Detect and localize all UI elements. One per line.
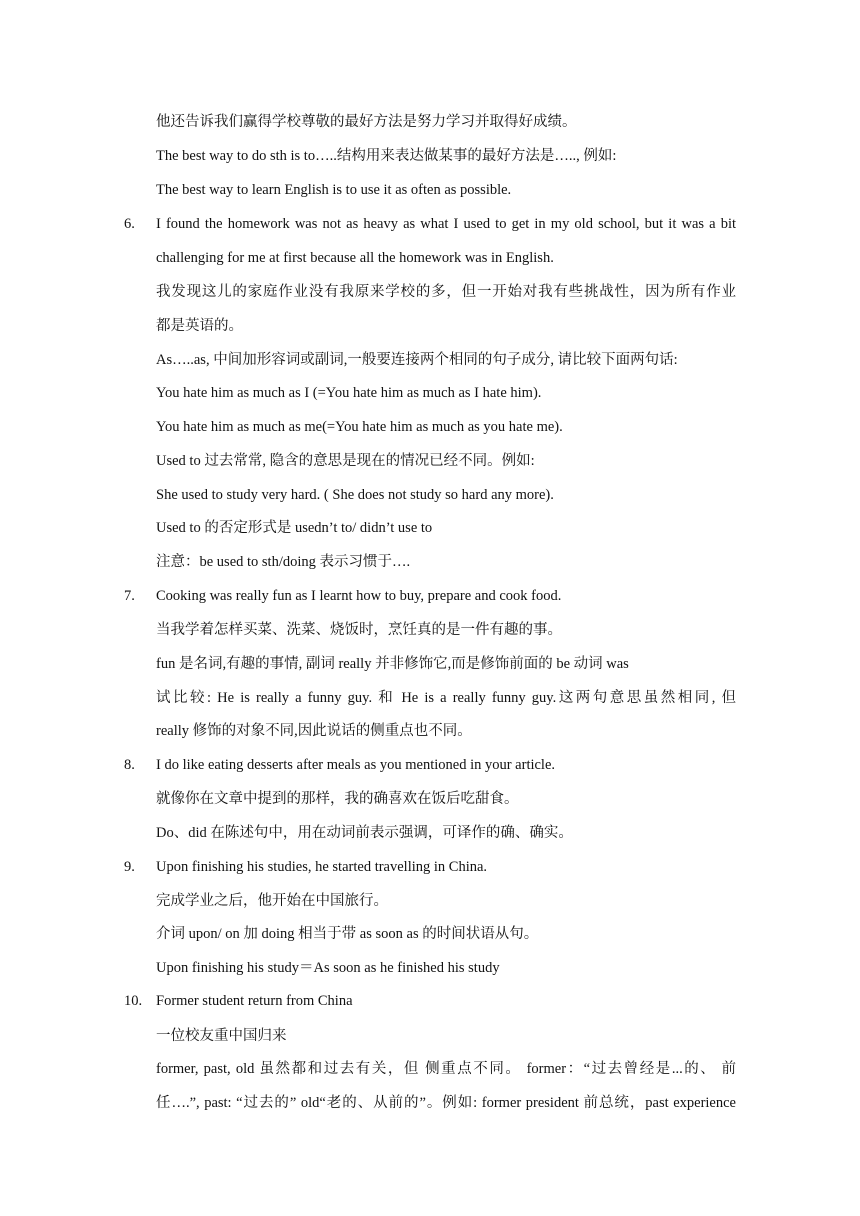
- text-line: 介词 upon/ on 加 doing 相当于带 as soon as 的时间状语从句。: [156, 926, 539, 942]
- text-line: You hate him as much as me(=You hate him as much as you hate me).: [156, 419, 563, 435]
- text-line: Upon finishing his study＝As soon as he finished his study: [156, 960, 500, 976]
- text-line: 就像你在文章中提到的那样，我的确喜欢在饭后吃甜食。: [156, 791, 519, 807]
- text-line: Used to 的否定形式是 usedn’t to/ didn’t use to: [156, 520, 433, 536]
- text-line: 都是英语的。: [156, 318, 243, 334]
- text-line: 完成学业之后，他开始在中国旅行。: [156, 893, 388, 909]
- text-line: 试比较: He is really a funny guy. 和 He is a really funny guy.这两句意思虽然相同, 但: [156, 690, 736, 706]
- text-line: Cooking was really fun as I learnt how to buy, prepare and cook food.: [156, 588, 562, 604]
- text-line: former, past, old 虽然都和过去有关，但 侧重点不同。 former：“过去曾经是...的、 前: [156, 1061, 736, 1077]
- text-line: You hate him as much as I (=You hate him as much as I hate him).: [156, 385, 542, 401]
- item-number: 10.: [124, 993, 143, 1009]
- text-line: challenging for me at first because all the homework was in English.: [156, 250, 554, 266]
- text-line: Former student return from China: [156, 993, 353, 1009]
- text-line: Do、did 在陈述句中，用在动词前表示强调，可译作的确、确实。: [156, 825, 573, 841]
- text-line: 注意：be used to sth/doing 表示习惯于….: [156, 554, 411, 570]
- text-line: I do like eating desserts after meals as you mentioned in your article.: [156, 757, 556, 773]
- text-line: fun 是名词,有趣的事情, 副词 really 并非修饰它,而是修饰前面的 be 动词 was: [156, 656, 629, 672]
- item-number: 6.: [124, 216, 135, 232]
- text-line: 他还告诉我们赢得学校尊敬的最好方法是努力学习并取得好成绩。: [156, 114, 577, 130]
- text-line: 一位校友重中国归来: [156, 1028, 287, 1044]
- item-number: 7.: [124, 588, 135, 604]
- text-line: I found the homework was not as heavy as what I used to get in my old school, but it was a bit: [156, 216, 736, 232]
- text-line: 当我学着怎样买菜、洗菜、烧饭时，烹饪真的是一件有趣的事。: [156, 622, 562, 638]
- item-number: 9.: [124, 859, 135, 875]
- text-line: The best way to learn English is to use it as often as possible.: [156, 182, 512, 198]
- text-line: As…..as, 中间加形容词或副词,一般要连接两个相同的句子成分, 请比较下面两句话:: [156, 352, 678, 368]
- text-line: She used to study very hard. ( She does not study so hard any more).: [156, 487, 554, 503]
- item-number: 8.: [124, 757, 135, 773]
- text-line: The best way to do sth is to…..结构用来表达做某事的最好方法是….., 例如:: [156, 148, 617, 164]
- text-line: really 修饰的对象不同,因此说话的侧重点也不同。: [156, 723, 472, 739]
- text-line: Upon finishing his studies, he started travelling in China.: [156, 859, 488, 875]
- text-line: Used to 过去常常, 隐含的意思是现在的情况已经不同。例如:: [156, 453, 535, 469]
- text-line: 任….”, past: “过去的” old“老的、从前的”。例如: former president 前总统，past experience: [156, 1095, 736, 1111]
- text-line: 我发现这儿的家庭作业没有我原来学校的多，但一开始对我有些挑战性，因为所有作业: [156, 284, 736, 300]
